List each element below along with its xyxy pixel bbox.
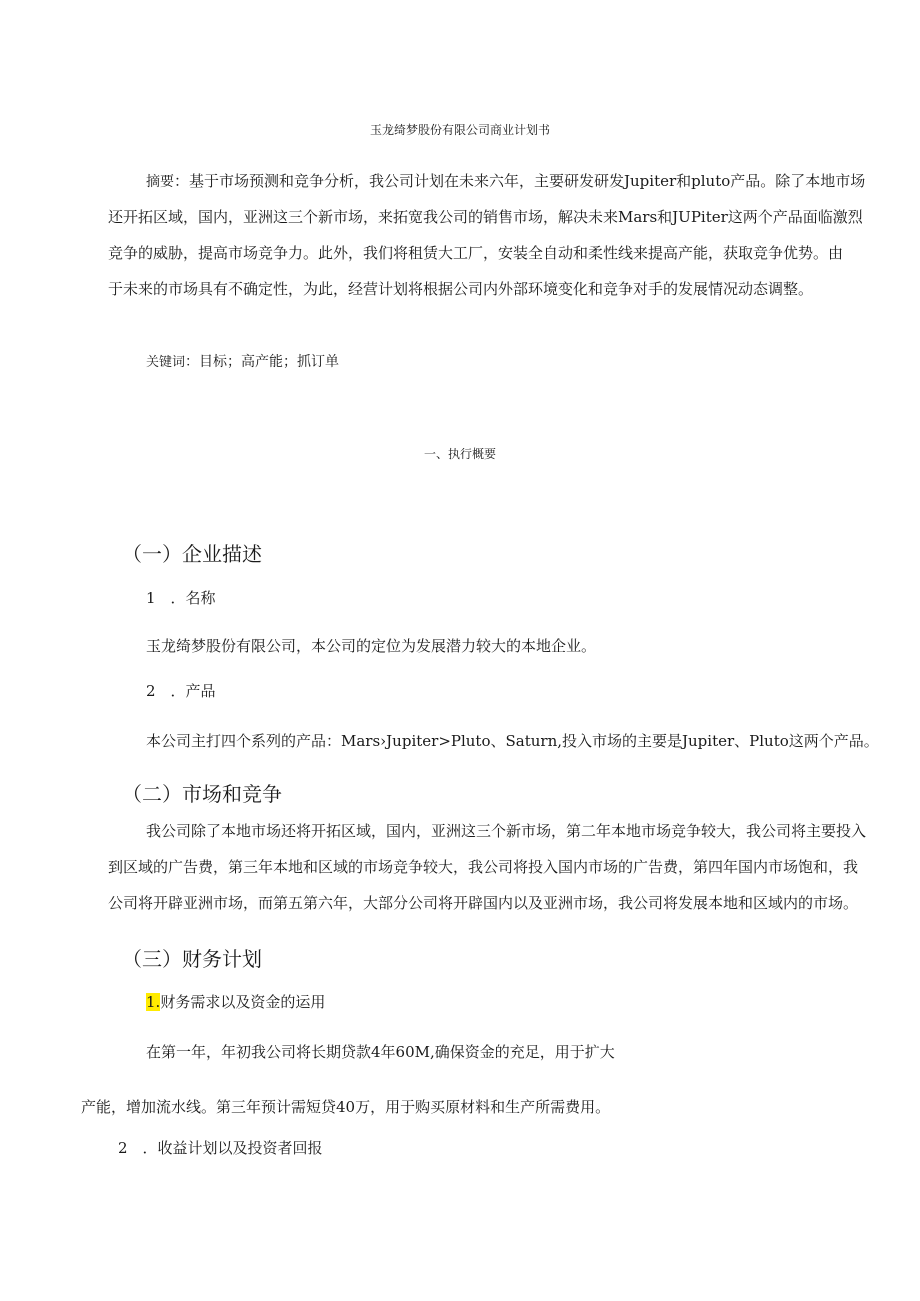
section-3-title: （三）财务计划: [122, 947, 262, 971]
abstract-line-3: 竞争的威胁，提高市场竞争力。此外，我们将租赁大工厂，安装全自动和柔性线来提高产能，获取竞争优势。由: [108, 244, 844, 262]
section-1-item-2-text: 本公司主打四个系列的产品：Mars›Jupiter>Pluto、Saturn,投入市场的主要是Jupiter、Pluto这两个产品。: [146, 732, 879, 750]
section-3-item-1-line-1: 在第一年，年初我公司将长期贷款4年60M,确保资金的充足，用于扩大: [146, 1043, 615, 1061]
section-3-item-1-number: 1.: [146, 993, 161, 1011]
keywords-text: ：目标；高产能；抓订单: [185, 354, 340, 370]
section-3-item-1-line-2: 产能，增加流水线。第三年预计需短贷40万，用于购买原材料和生产所需费用。: [81, 1098, 611, 1116]
section-3-item-1-label-text: 财务需求以及资金的运用: [160, 993, 326, 1011]
section-3-item-2-label: 2 ．收益计划以及投资者回报: [118, 1139, 323, 1157]
section-2-title: （二）市场和竞争: [122, 782, 282, 806]
section-2-line-1: 我公司除了本地市场还将开拓区域，国内，亚洲这三个新市场，第二年本地市场竞争较大，我公司将主要投入: [146, 822, 867, 840]
abstract-line-1: [146, 170, 865, 191]
abstract-text-1: ：基于市场预测和竞争分析，我公司计划在未来六年，主要研发研发Jupiter和pluto产品。除了本地市场: [174, 172, 866, 190]
abstract-line-4: 于未来的市场具有不确定性，为此，经营计划将根据公司内外部环境变化和竞争对手的发展情况动态调整。: [108, 280, 814, 298]
chapter-title: 一、执行概要: [423, 447, 496, 461]
section-1-item-1-text: 玉龙绮梦股份有限公司，本公司的定位为发展潜力较大的本地企业。: [146, 637, 597, 655]
keywords-line: [146, 351, 339, 371]
section-1-item-2-label: 2 ．产品: [146, 682, 216, 700]
section-1-item-1-label: 1 ．名称: [146, 589, 216, 607]
section-1-title: （一）企业描述: [122, 542, 262, 566]
abstract-line-2: 还开拓区域，国内，亚洲这三个新市场，来拓宽我公司的销售市场，解决未来Mars和JUPiter这两个产品面临激烈: [108, 208, 863, 226]
abstract-label: 摘要: [146, 174, 174, 190]
section-2-line-2: 到区域的广告费，第三年本地和区域的市场竞争较大，我公司将投入国内市场的广告费，第四年国内市场饱和，我: [108, 858, 859, 876]
document-title: 玉龙绮梦股份有限公司商业计划书: [369, 123, 550, 137]
section-3-item-1-label: [146, 991, 325, 1012]
section-2-line-3: 公司将开辟亚洲市场，而第五第六年，大部分公司将开辟国内以及亚洲市场，我公司将发展本地和区域内的市场。: [108, 894, 859, 912]
keywords-label: 关键词: [146, 355, 186, 370]
